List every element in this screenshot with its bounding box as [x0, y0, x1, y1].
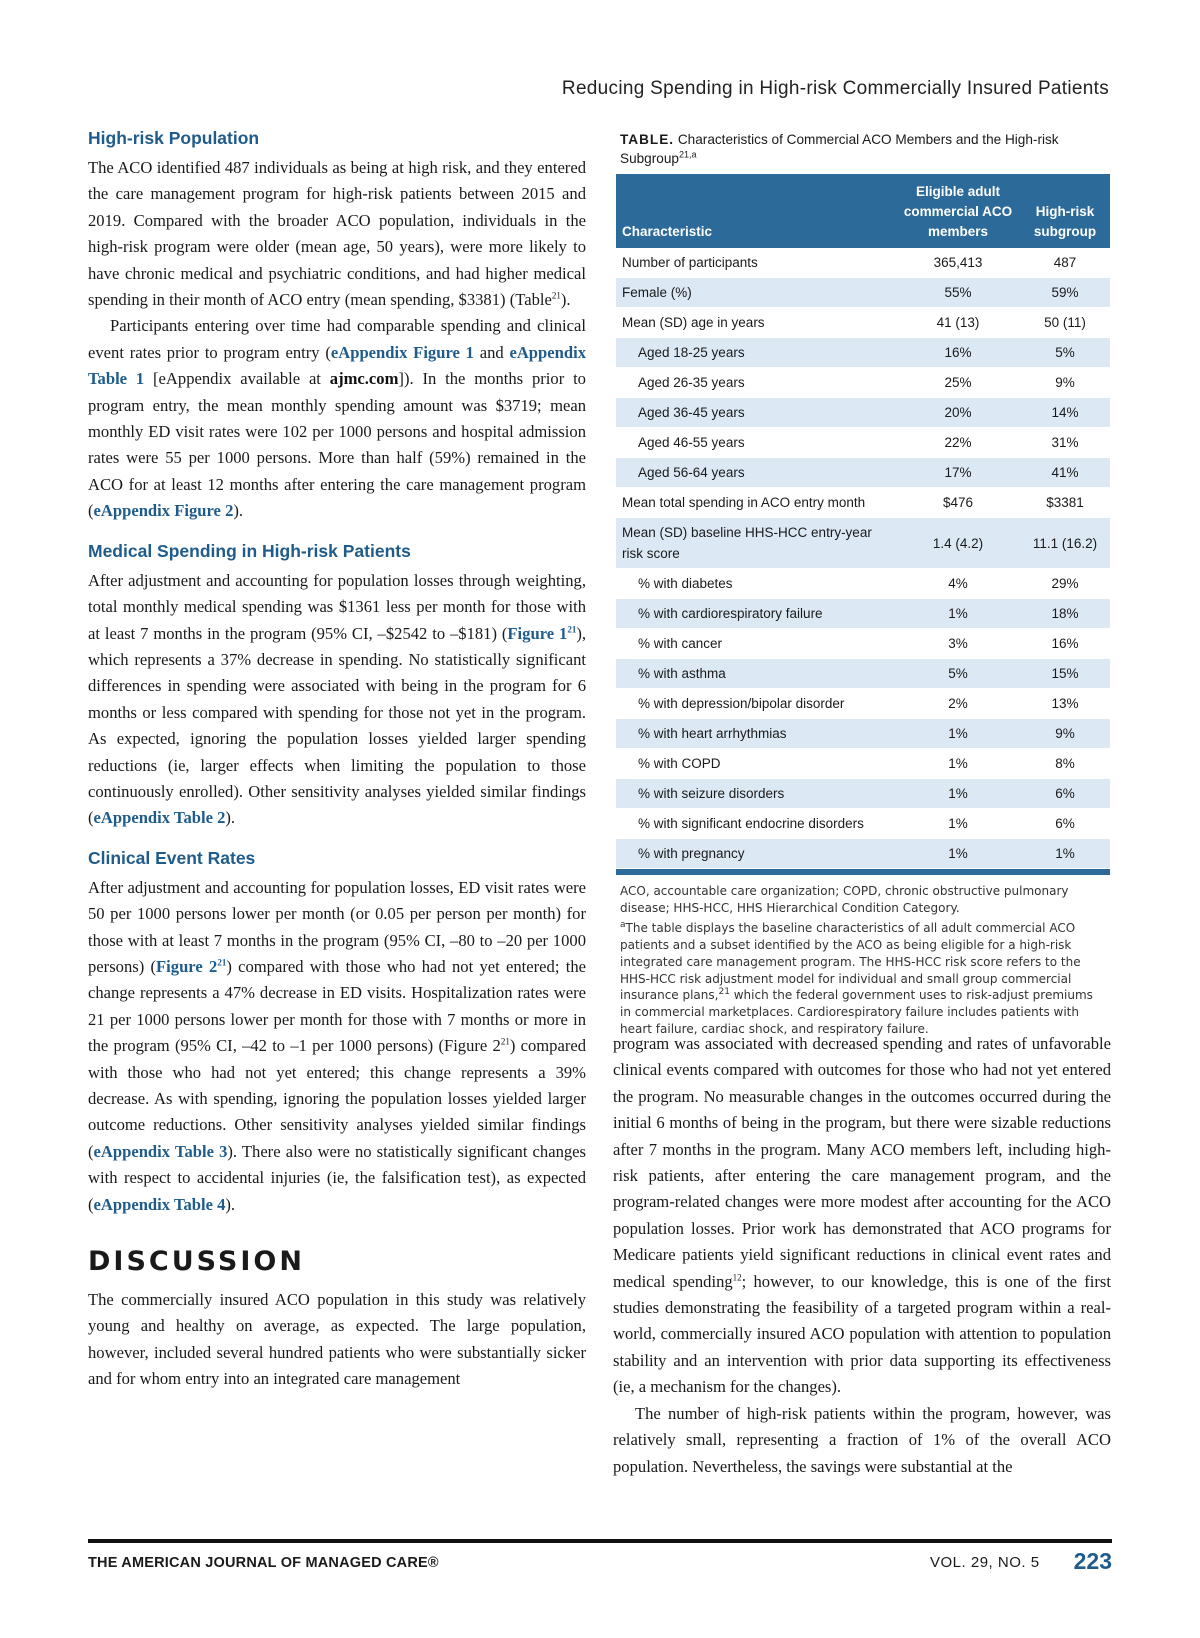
eappendix-figure-1-link[interactable]: eAppendix Figure 1 [330, 342, 474, 362]
table-row [616, 569, 1110, 599]
paragraph: After adjustment and accounting for population losses through weighting, total monthly medical spending was $1361 less per month for those with at least 7 months in the program (95% CI, –$2542 to –$181) (Figure $1^{21}$), which represents a 37% decrease in spending. No statistically significant differences in spending were associated with being in the program for 6 months or less compared with spending for those not yet in the program. As expected, ignoring the population losses yielded larger spending reductions (ie, larger effects when limiting the population to those continuously enrolled). Other sensitivity analyses yielded similar findings (eAppendix Table 2). [88, 570, 586, 828]
row-label: % with seizure disorders [616, 779, 896, 809]
cell-eligible: 1% [896, 839, 1020, 869]
volume-issue: VOL. 29, NO. 5 [930, 1554, 1040, 1571]
table-abbreviations-note: ACO, accountable care organization; COPD, chronic obstructive pulmonary disease; HHS-HCC, HHS Hierarchical Condition Category. [620, 884, 1069, 915]
table-row [616, 839, 1110, 869]
cell-eligible: 1% [896, 809, 1020, 839]
cell-high-risk: 15% [1020, 659, 1110, 689]
table-row [616, 809, 1110, 839]
cell-eligible: 17% [896, 458, 1020, 488]
eappendix-table-3-link[interactable]: eAppendix Table 3 [93, 1141, 228, 1161]
section-heading-clinical-event-rates: Clinical Event Rates [88, 847, 256, 868]
table-row [616, 458, 1110, 488]
row-label: % with significant endocrine disorders [616, 809, 896, 839]
row-label: % with depression/bipolar disorder [616, 689, 896, 719]
row-label: % with heart arrhythmias [616, 719, 896, 749]
row-label: Mean total spending in ACO entry month [616, 488, 896, 518]
cell-high-risk: 9% [1020, 719, 1110, 749]
cell-eligible: 365,413 [896, 248, 1020, 278]
cell-high-risk: 6% [1020, 779, 1110, 809]
table-row [616, 749, 1110, 779]
cell-high-risk: 1% [1020, 839, 1110, 869]
cell-high-risk: $3381 [1020, 488, 1110, 518]
discussion-heading: DISCUSSION [88, 1246, 305, 1278]
cell-eligible: 1% [896, 779, 1020, 809]
table-header-row [616, 174, 1110, 248]
table-row [616, 248, 1110, 278]
figure-2-link[interactable]: Figure 2 [156, 956, 218, 976]
cell-high-risk: 14% [1020, 398, 1110, 428]
row-label: Aged 46-55 years [616, 428, 896, 458]
table-row [616, 629, 1110, 659]
row-label: Mean (SD) baseline HHS-HCC entry-year risk score [616, 518, 896, 569]
cell-high-risk: 5% [1020, 338, 1110, 368]
cell-eligible: 1% [896, 599, 1020, 629]
cell-high-risk: 487 [1020, 248, 1110, 278]
table-row [616, 599, 1110, 629]
site-link[interactable]: ajmc.com [329, 369, 399, 389]
cell-high-risk: 29% [1020, 569, 1110, 599]
column-header-eligible: Eligible adult commercial ACO members [896, 174, 1020, 248]
paragraph: program was associated with decreased spending and rates of unfavorable clinical events compared with outcomes for those who had not yet entered the program. No measurable changes in the outcomes occurred during the initial 6 months of being in the program, but there were sizable reductions after 7 months in the program. Many ACO members left, including high-risk patients, after entering the care management program, and the program-related changes were more modest after accounting for the ACO population losses. Prior work has demonstrated that ACO programs for Medicare patients yield significant reductions in clinical event rates and medical spending$^{12}$; however, to our knowledge, this is one of the first studies demonstrating the feasibility of a targeted program within a real-world, commercially insured ACO population with attention to population stability and an intervention with prior data supporting its effectiveness (ie, a mechanism for the changes). [613, 1034, 1111, 1397]
table-row [616, 518, 1110, 569]
eappendix-table-4-link[interactable]: eAppendix Table 4 [93, 1194, 226, 1214]
table-row [616, 689, 1110, 719]
cell-eligible: 2% [896, 689, 1020, 719]
row-label: Aged 26-35 years [616, 368, 896, 398]
table-title: TABLE. Characteristics of Commercial ACO Members and the High-risk Subgroup$^{21,a}$ [620, 132, 1059, 166]
table-row [616, 398, 1110, 428]
eappendix-figure-2-link[interactable]: eAppendix Figure 2 [93, 501, 234, 521]
cell-high-risk: 13% [1020, 689, 1110, 719]
figure-1-link[interactable]: Figure 1 [507, 623, 568, 643]
table-row [616, 368, 1110, 398]
table-row [616, 488, 1110, 518]
cell-high-risk: 6% [1020, 809, 1110, 839]
paragraph: The ACO identified 487 individuals as being at high risk, and they entered the care management program for high-risk patients between 2015 and 2019. Compared with the broader ACO population, individuals in the high-risk program were older (mean age, 50 years), were more likely to have chronic medical and psychiatric conditions, and had higher medical spending in their month of ACO entry (mean spending, $3381) (Table$^{21}$). [88, 158, 586, 310]
footer-rule [88, 1539, 1112, 1543]
paragraph: The commercially insured ACO population in this study was relatively young and healthy on average, as expected. The large population, however, included several hundred patients who were substantially sicker and for whom entry into an integrated care management [88, 1290, 586, 1389]
row-label: Number of participants [616, 248, 896, 278]
section-heading-medical-spending: Medical Spending in High-risk Patients [88, 540, 411, 561]
cell-high-risk: 50 (11) [1020, 308, 1110, 338]
cell-high-risk: 11.1 (16.2) [1020, 518, 1110, 569]
characteristics-table [616, 174, 1110, 869]
row-label: Aged 56-64 years [616, 458, 896, 488]
cell-eligible: 22% [896, 428, 1020, 458]
cell-eligible: 1% [896, 749, 1020, 779]
cell-high-risk: 59% [1020, 278, 1110, 308]
column-header-characteristic: Characteristic [616, 174, 896, 248]
table-row [616, 779, 1110, 809]
table-row [616, 719, 1110, 749]
row-label: % with cancer [616, 629, 896, 659]
row-label: % with diabetes [616, 569, 896, 599]
cell-eligible: 1.4 (4.2) [896, 518, 1020, 569]
row-label: Female (%) [616, 278, 896, 308]
eappendix-table-2-link[interactable]: eAppendix Table 2 [93, 808, 226, 828]
cell-high-risk: 16% [1020, 629, 1110, 659]
table-notes [620, 883, 1100, 1037]
section-heading-high-risk-population: High-risk Population [88, 128, 260, 148]
page-number: 223 [1073, 1548, 1112, 1574]
eappendix-table-1-link[interactable]: eAppendix Table 1 [88, 342, 586, 389]
row-label: % with pregnancy [616, 839, 896, 869]
running-head: Reducing Spending in High-risk Commercially Insured Patients [561, 78, 1109, 99]
paragraph: After adjustment and accounting for population losses, ED visit rates were 50 per 1000 persons lower per month (or 0.05 per person per month) for those with at least 7 months in the program (95% CI, –80 to –20 per 1000 persons) (Figure $2^{21}$) compared with those who had not yet entered; the change represents a 47% decrease in ED visits. Hospitalization rates were 21 per 1000 persons lower per month for those with 7 months or more in the program (95% CI, –42 to –1 per 1000 persons) (Figure $2^{21}$) compared with those who had not yet entered; this change represents a 39% decrease. As with spending, ignoring the population losses yielded larger outcome reductions. Other sensitivity analyses yielded similar findings (eAppendix Table 3). There also were no statistically significant changes with respect to accidental injuries (ie, the falsification test), as expected (eAppendix Table 4). [88, 877, 587, 1214]
table-row [616, 428, 1110, 458]
table-row [616, 659, 1110, 689]
table-row [616, 278, 1110, 308]
cell-high-risk: 9% [1020, 368, 1110, 398]
row-label: % with asthma [616, 659, 896, 689]
table-row [616, 308, 1110, 338]
cell-high-risk: 31% [1020, 428, 1110, 458]
row-label: Mean (SD) age in years [616, 308, 896, 338]
table-bottom-bar [616, 869, 1110, 875]
table-footnote-a: $^a$The table displays the baseline characteristics of all adult commercial ACO patients and a subset identified by the ACO as being eligible for a high-risk integrated care management program. The HHS-HCC risk score refers to the HHS-HCC risk adjustment model for individual and small group commercial insurance plans,$^{21}$ which the federal government uses to risk-adjust premiums in commercial marketplaces. Cardiorespiratory failure includes patients with heart failure, cardiac shock, and respiratory failure. [620, 920, 1093, 1036]
table-row [616, 338, 1110, 368]
left-column [88, 128, 586, 1393]
paragraph: Participants entering over time had comparable spending and clinical event rates prior to program entry (eAppendix Figure 1 and eAppendix Table 1 [eAppendix available at ajmc.com]). In the months prior to program entry, the mean monthly spending amount was $3719; mean monthly ED visit rates were 102 per 1000 persons and hospital admission rates were 55 per 1000 persons. More than half (59%) remained in the ACO for at least 12 months after entering the care management program (eAppendix Figure 2). [88, 316, 586, 521]
cell-eligible: 4% [896, 569, 1020, 599]
journal-name: THE AMERICAN JOURNAL OF MANAGED CARE® [88, 1555, 439, 1571]
cell-eligible: 55% [896, 278, 1020, 308]
cell-eligible: 5% [896, 659, 1020, 689]
cell-high-risk: 41% [1020, 458, 1110, 488]
column-header-high-risk: High-risk subgroup [1020, 174, 1110, 248]
cell-eligible: 20% [896, 398, 1020, 428]
cell-high-risk: 8% [1020, 749, 1110, 779]
cell-high-risk: 18% [1020, 599, 1110, 629]
row-label: Aged 36-45 years [616, 398, 896, 428]
cell-eligible: 1% [896, 719, 1020, 749]
cell-eligible: $476 [896, 488, 1020, 518]
right-column [613, 1031, 1111, 1480]
row-label: % with cardiorespiratory failure [616, 599, 896, 629]
row-label: % with COPD [616, 749, 896, 779]
cell-eligible: 41 (13) [896, 308, 1020, 338]
characteristics-table-block [616, 130, 1112, 1041]
cell-eligible: 3% [896, 629, 1020, 659]
cell-eligible: 16% [896, 338, 1020, 368]
row-label: Aged 18-25 years [616, 338, 896, 368]
cell-eligible: 25% [896, 368, 1020, 398]
paragraph: The number of high-risk patients within the program, however, was relatively small, representing a fraction of 1% of the overall ACO population. Nevertheless, the savings were substantial at the [613, 1403, 1111, 1476]
